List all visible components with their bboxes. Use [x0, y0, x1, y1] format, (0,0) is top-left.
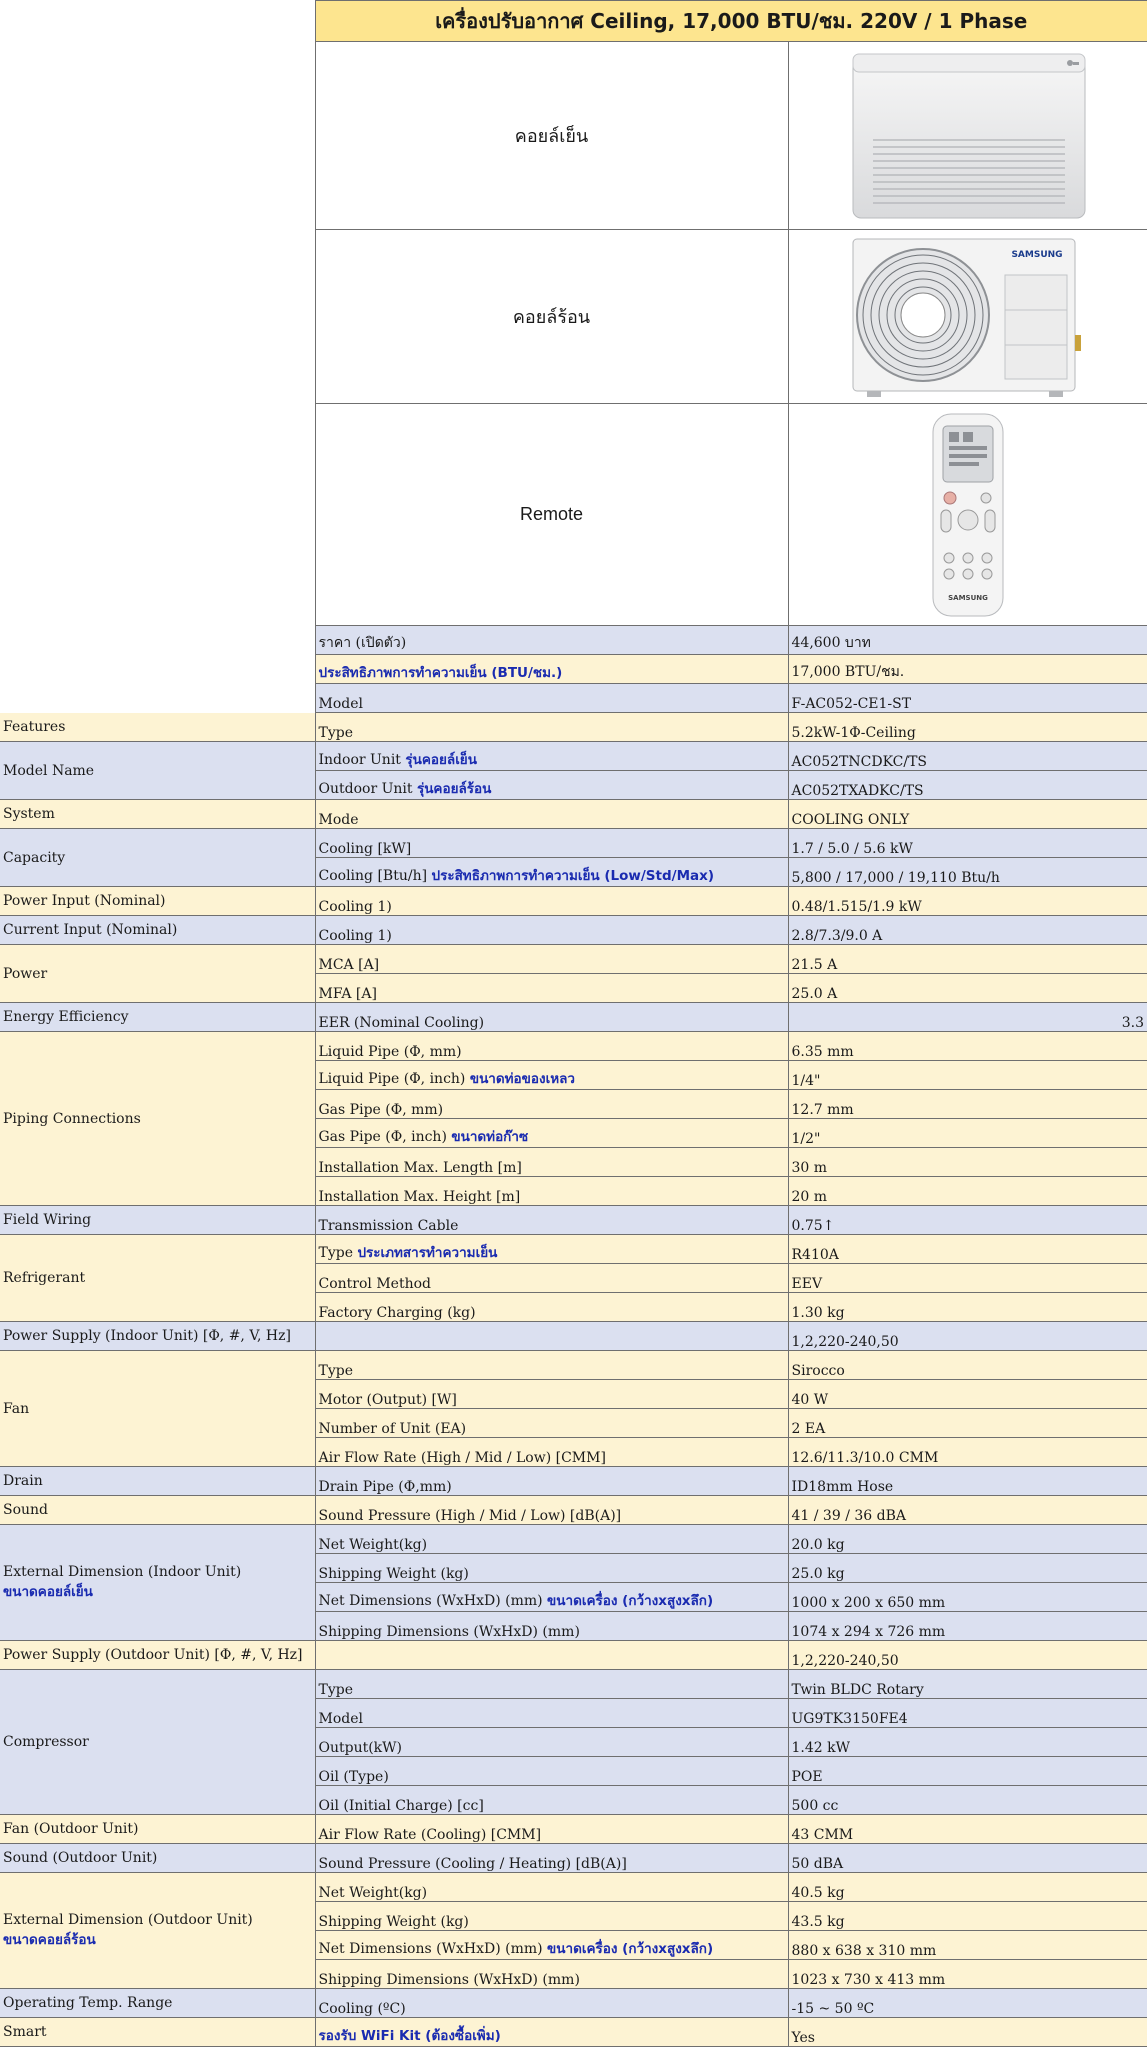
group-sound: Sound — [0, 1496, 315, 1525]
spec-label-cell — [315, 1931, 788, 1960]
cell-text: Installation Max. Length [m] — [318, 1160, 522, 1176]
indoor-unit-label: คอยล์เย็น — [315, 42, 788, 230]
group-sound-outdoor: Sound (Outdoor Unit) — [0, 1844, 315, 1873]
spec-label-cell — [315, 1525, 788, 1554]
outdoor-unit-label: คอยล์ร้อน — [315, 230, 788, 404]
group-features: Features — [0, 713, 315, 742]
spec-label-cell — [315, 1902, 788, 1931]
thai-text: รุ่นคอยล์ร้อน — [416, 781, 492, 797]
spec-value-cell: 1/2" — [788, 1119, 1147, 1148]
spec-value-cell: 12.7 mm — [788, 1090, 1147, 1119]
table-row — [0, 1525, 1147, 1554]
cell-text: Shipping Weight (kg) — [318, 1566, 469, 1582]
spec-label-cell — [315, 916, 788, 945]
spec-value-cell: 25.0 A — [788, 974, 1147, 1003]
spec-value-cell: COOLING ONLY — [788, 800, 1147, 829]
indoor-unit-image — [788, 42, 1147, 230]
spec-value-cell: 1.42 kW — [788, 1728, 1147, 1757]
efficiency-value: 17,000 BTU/ชม. — [788, 655, 1147, 684]
thai-text: รุ่นคอยล์เย็น — [405, 752, 477, 768]
table-row — [0, 230, 1147, 404]
table-row — [0, 742, 1147, 771]
table-row — [0, 1, 1147, 42]
spec-label-cell — [315, 1728, 788, 1757]
group-refrigerant: Refrigerant — [0, 1235, 315, 1322]
spec-value-cell: 1,2,220-240,50 — [788, 1641, 1147, 1670]
cell-text: Indoor Unit — [318, 752, 406, 768]
spec-value-cell: 2 EA — [788, 1409, 1147, 1438]
outdoor-brand-text: SAMSUNG — [1011, 249, 1063, 260]
group-power: Power — [0, 945, 315, 1003]
blank-corner — [0, 42, 315, 230]
cell-text: Model — [318, 1711, 363, 1727]
spec-value-cell: 30 m — [788, 1148, 1147, 1177]
spec-label-cell — [315, 1090, 788, 1119]
thai-text: ประสิทธิภาพการทำความเย็น (BTU/ชม.) — [318, 665, 563, 681]
spec-value-cell: EEV — [788, 1264, 1147, 1293]
table-row — [0, 829, 1147, 858]
table-row — [0, 1322, 1147, 1351]
cell-text: Cooling 1) — [318, 928, 392, 944]
thai-text: รองรับ WiFi Kit (ต้องซื้อเพิ่ม) — [318, 2028, 501, 2044]
group-field-wiring: Field Wiring — [0, 1206, 315, 1235]
group-ext-dim-outdoor — [0, 1873, 315, 1989]
cell-text: Type — [318, 1682, 353, 1698]
cell-text: Output(kW) — [318, 1740, 403, 1756]
cell-text: Net Weight(kg) — [318, 1537, 428, 1553]
table-row — [0, 916, 1147, 945]
cell-text: Motor (Output) [W] — [318, 1392, 457, 1408]
table-row — [0, 1641, 1147, 1670]
cell-text: Outdoor Unit — [318, 781, 417, 797]
group-energy-efficiency: Energy Efficiency — [0, 1003, 315, 1032]
spec-value-cell: 50 dBA — [788, 1844, 1147, 1873]
spec-value-cell: 40.5 kg — [788, 1873, 1147, 1902]
cell-text: Type — [318, 1245, 358, 1261]
group-piping: Piping Connections — [0, 1032, 315, 1206]
table-row — [0, 42, 1147, 230]
cell-text: Sound Pressure (Cooling / Heating) [dB(A)] — [318, 1856, 627, 1872]
spec-label-cell — [315, 1177, 788, 1206]
spec-value-cell: 500 cc — [788, 1786, 1147, 1815]
spec-label-cell — [315, 1641, 788, 1670]
thai-text: ขนาดท่อก๊าซ — [451, 1129, 529, 1145]
blank-corner — [0, 655, 315, 684]
cell-text: Sound Pressure (High / Mid / Low) [dB(A)] — [318, 1508, 622, 1524]
table-row — [0, 800, 1147, 829]
table-row — [0, 1467, 1147, 1496]
spec-value-cell: Twin BLDC Rotary — [788, 1670, 1147, 1699]
table-row — [0, 1844, 1147, 1873]
thai-text: ขนาดคอยล์ร้อน — [3, 1931, 96, 1948]
spec-label-cell — [315, 1235, 788, 1264]
spec-value-cell: 2.8/7.3/9.0 A — [788, 916, 1147, 945]
spec-value-cell: 43 CMM — [788, 1815, 1147, 1844]
spec-value-cell: 1,2,220-240,50 — [788, 1322, 1147, 1351]
table-row — [0, 1989, 1147, 2018]
spec-value-cell: Yes — [788, 2018, 1147, 2047]
spec-value-cell: Sirocco — [788, 1351, 1147, 1380]
group-power-supply-outdoor: Power Supply (Outdoor Unit) [Φ, #, V, Hz] — [0, 1641, 315, 1670]
cell-text: Cooling (ºC) — [318, 2001, 406, 2017]
spec-value-cell: 0.75↑ — [788, 1206, 1147, 1235]
model-label: Model — [315, 684, 788, 713]
cell-text: Air Flow Rate (High / Mid / Low) [CMM] — [318, 1450, 606, 1466]
table-row — [0, 1351, 1147, 1380]
table-row — [0, 1235, 1147, 1264]
cell-text: Oil (Type) — [318, 1769, 389, 1785]
cell-text: Gas Pipe (Φ, inch) — [318, 1129, 452, 1145]
spec-value-cell: 880 x 638 x 310 mm — [788, 1931, 1147, 1960]
table-row — [0, 684, 1147, 713]
spec-label-cell — [315, 1061, 788, 1090]
cell-text: Gas Pipe (Φ, mm) — [318, 1102, 444, 1118]
table-row — [0, 1003, 1147, 1032]
spec-value-cell: 21.5 A — [788, 945, 1147, 974]
page-title: เครื่องปรับอากาศ Ceiling, 17,000 BTU/ชม. 220V / 1 Phase — [315, 1, 1147, 42]
spec-label-cell — [315, 1989, 788, 2018]
cell-text: Air Flow Rate (Cooling) [CMM] — [318, 1827, 542, 1843]
spec-label-cell — [315, 1351, 788, 1380]
thai-text: ประสิทธิภาพการทำความเย็น (Low/Std/Max) — [431, 868, 714, 884]
spec-label-cell — [315, 1612, 788, 1641]
group-ext-dim-indoor — [0, 1525, 315, 1641]
group-operating-temp: Operating Temp. Range — [0, 1989, 315, 2018]
spec-label-cell — [315, 1757, 788, 1786]
spec-value-cell: 20.0 kg — [788, 1525, 1147, 1554]
spec-value-cell: AC052TNCDKC/TS — [788, 742, 1147, 771]
spec-label-cell — [315, 858, 788, 887]
spec-value-cell: 12.6/11.3/10.0 CMM — [788, 1438, 1147, 1467]
blank-corner — [0, 230, 315, 404]
group-capacity: Capacity — [0, 829, 315, 887]
cell-text: Cooling 1) — [318, 899, 392, 915]
spec-label-cell — [315, 1293, 788, 1322]
cell-text: MFA [A] — [318, 986, 377, 1002]
cell-text: EER (Nominal Cooling) — [318, 1015, 485, 1031]
spec-value-cell: 1023 x 730 x 413 mm — [788, 1960, 1147, 1989]
spec-label-cell — [315, 1322, 788, 1351]
spec-label-cell — [315, 771, 788, 800]
spec-label-cell — [315, 1032, 788, 1061]
table-row — [0, 887, 1147, 916]
table-row — [0, 2018, 1147, 2047]
indoor-unit-icon — [843, 48, 1093, 224]
group-current-input: Current Input (Nominal) — [0, 916, 315, 945]
remote-icon — [923, 410, 1013, 620]
table-row — [0, 626, 1147, 655]
spec-label-cell — [315, 1380, 788, 1409]
cell-text: Liquid Pipe (Φ, inch) — [318, 1071, 470, 1087]
spec-label-cell — [315, 1148, 788, 1177]
group-system: System — [0, 800, 315, 829]
cell-text: Type — [318, 1363, 353, 1379]
cell-text: Type — [318, 725, 353, 741]
spec-value-cell: 3.3 — [788, 1003, 1147, 1032]
spec-value-cell: 1.7 / 5.0 / 5.6 kW — [788, 829, 1147, 858]
table-row — [0, 404, 1147, 626]
spec-value-cell: 43.5 kg — [788, 1902, 1147, 1931]
spec-label-cell — [315, 1496, 788, 1525]
outdoor-unit-icon — [843, 235, 1093, 399]
spec-label-cell — [315, 713, 788, 742]
table-row — [0, 1206, 1147, 1235]
spec-label-cell — [315, 1873, 788, 1902]
thai-text: ขนาดคอยล์เย็น — [3, 1583, 93, 1600]
thai-text: ขนาดท่อของเหลว — [469, 1071, 575, 1087]
group-power-supply-indoor: Power Supply (Indoor Unit) [Φ, #, V, Hz] — [0, 1322, 315, 1351]
spec-label-cell — [315, 1786, 788, 1815]
cell-text: Net Dimensions (WxHxD) (mm) — [318, 1593, 548, 1609]
spec-label-cell — [315, 2018, 788, 2047]
spec-value-cell: 0.48/1.515/1.9 kW — [788, 887, 1147, 916]
thai-text: ประเภทสารทำความเย็น — [357, 1245, 498, 1261]
spec-value-cell: 5,800 / 17,000 / 19,110 Btu/h — [788, 858, 1147, 887]
model-value: F-AC052-CE1-ST — [788, 684, 1147, 713]
table-row — [0, 945, 1147, 974]
spec-value-cell: 5.2kW-1Φ-Ceiling — [788, 713, 1147, 742]
spec-value-cell: 25.0 kg — [788, 1554, 1147, 1583]
cell-text: Net Weight(kg) — [318, 1885, 428, 1901]
spec-value-cell: 40 W — [788, 1380, 1147, 1409]
spec-value-cell: -15 ~ 50 ºC — [788, 1989, 1147, 2018]
cell-text: Oil (Initial Charge) [cc] — [318, 1798, 484, 1814]
group-smart: Smart — [0, 2018, 315, 2047]
table-row — [0, 1032, 1147, 1061]
price-value: 44,600 บาท — [788, 626, 1147, 655]
spec-label-cell — [315, 1960, 788, 1989]
spec-label-cell — [315, 1844, 788, 1873]
table-row — [0, 655, 1147, 684]
group-power-input: Power Input (Nominal) — [0, 887, 315, 916]
group-fan-outdoor: Fan (Outdoor Unit) — [0, 1815, 315, 1844]
spec-label-cell — [315, 1670, 788, 1699]
cell-text: External Dimension (Indoor Unit) — [3, 1563, 242, 1580]
spec-label-cell — [315, 1554, 788, 1583]
cell-text: Number of Unit (EA) — [318, 1421, 467, 1437]
table-row — [0, 713, 1147, 742]
efficiency-label — [315, 655, 788, 684]
group-fan: Fan — [0, 1351, 315, 1467]
blank-corner — [0, 684, 315, 713]
spec-label-cell — [315, 1467, 788, 1496]
group-compressor: Compressor — [0, 1670, 315, 1815]
spec-label-cell — [315, 1206, 788, 1235]
spec-value-cell: UG9TK3150FE4 — [788, 1699, 1147, 1728]
cell-text: MCA [A] — [318, 957, 380, 973]
table-row — [0, 1670, 1147, 1699]
spec-label-cell — [315, 1264, 788, 1293]
cell-text: Transmission Cable — [318, 1218, 459, 1234]
thai-text: ขนาดเครื่อง (กว้างxสูงxลึก) — [547, 1593, 714, 1609]
cell-text: Cooling [kW] — [318, 841, 412, 857]
spec-value-cell: 1074 x 294 x 726 mm — [788, 1612, 1147, 1641]
spec-value-cell: R410A — [788, 1235, 1147, 1264]
group-model-name: Model Name — [0, 742, 315, 800]
blank-corner — [0, 404, 315, 626]
cell-text: Cooling [Btu/h] — [318, 868, 432, 884]
spec-label-cell — [315, 1699, 788, 1728]
blank-corner — [0, 1, 315, 42]
spec-label-cell — [315, 1583, 788, 1612]
spec-value-cell: ID18mm Hose — [788, 1467, 1147, 1496]
spec-value-cell: AC052TXADKC/TS — [788, 771, 1147, 800]
remote-label: Remote — [315, 404, 788, 626]
cell-text: Liquid Pipe (Φ, mm) — [318, 1044, 462, 1060]
cell-text: Mode — [318, 812, 359, 828]
spec-label-cell — [315, 1003, 788, 1032]
spec-value-cell: 1.30 kg — [788, 1293, 1147, 1322]
thai-text: ขนาดเครื่อง (กว้างxสูงxลึก) — [547, 1941, 714, 1957]
outdoor-unit-image — [788, 230, 1147, 404]
table-row — [0, 1873, 1147, 1902]
spec-label-cell — [315, 800, 788, 829]
spec-label-cell — [315, 1409, 788, 1438]
spec-value-cell: 1000 x 200 x 650 mm — [788, 1583, 1147, 1612]
cell-text: Shipping Dimensions (WxHxD) (mm) — [318, 1624, 580, 1640]
cell-text: External Dimension (Outdoor Unit) — [3, 1911, 253, 1928]
table-row — [0, 1496, 1147, 1525]
spec-value-cell: 1/4" — [788, 1061, 1147, 1090]
remote-brand-text: SAMSUNG — [947, 593, 988, 602]
spec-value-cell: 6.35 mm — [788, 1032, 1147, 1061]
spec-label-cell — [315, 742, 788, 771]
spec-label-cell — [315, 974, 788, 1003]
spec-label-cell — [315, 945, 788, 974]
cell-text: Shipping Weight (kg) — [318, 1914, 469, 1930]
cell-text: Shipping Dimensions (WxHxD) (mm) — [318, 1972, 580, 1988]
spec-value-cell: 20 m — [788, 1177, 1147, 1206]
cell-text: Control Method — [318, 1276, 431, 1292]
table-row — [0, 1815, 1147, 1844]
price-label: ราคา (เปิดตัว) — [315, 626, 788, 655]
spec-label-cell — [315, 1815, 788, 1844]
cell-text: Installation Max. Height [m] — [318, 1189, 521, 1205]
spec-label-cell — [315, 1438, 788, 1467]
cell-text: Drain Pipe (Φ,mm) — [318, 1479, 452, 1495]
cell-text: Net Dimensions (WxHxD) (mm) — [318, 1941, 548, 1957]
spec-value-cell: 41 / 39 / 36 dBA — [788, 1496, 1147, 1525]
cell-text: Factory Charging (kg) — [318, 1305, 476, 1321]
spec-label-cell — [315, 829, 788, 858]
group-drain: Drain — [0, 1467, 315, 1496]
spec-label-cell — [315, 887, 788, 916]
remote-image — [788, 404, 1147, 626]
blank-corner — [0, 626, 315, 655]
spec-label-cell — [315, 1119, 788, 1148]
spec-value-cell: POE — [788, 1757, 1147, 1786]
